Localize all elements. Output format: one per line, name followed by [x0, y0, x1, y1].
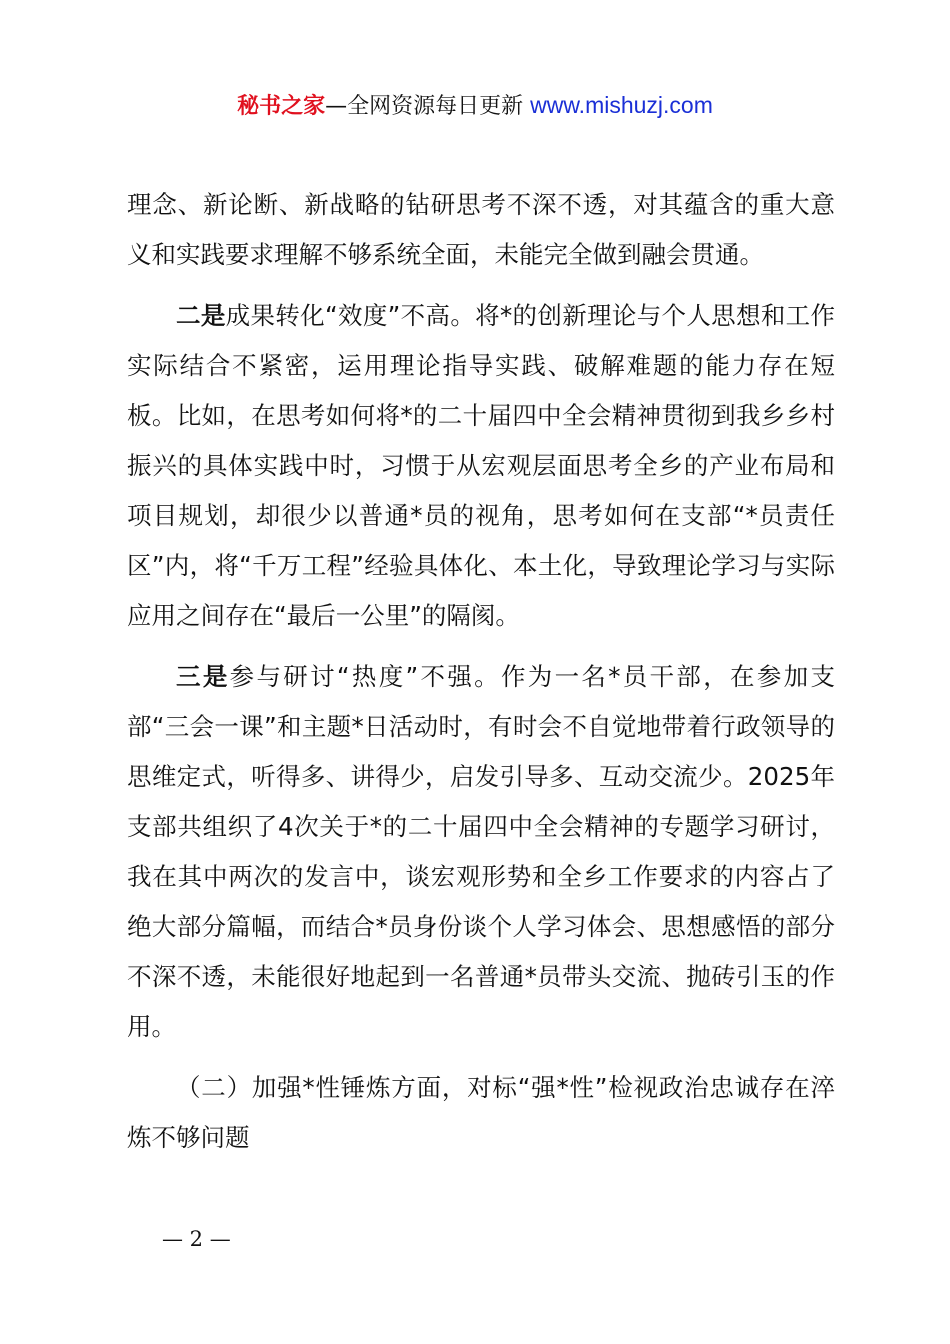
paragraph-text: 成果转化“效度”不高。将*的创新理论与个人思想和工作实际结合不紧密，运用理论指导实践、破解难题的能力存在短板。比如，在思考如何将*的二十届四中全会精神贯彻到我乡乡村振兴的具体实践中时，习惯于从宏观层面思考全乡的产业布局和项目规划，却很少以普通*员的视角，思考如何在支部“*员责任区”内，将“千万工程”经验具体化、本土化，导致理论学习与实际应用之间存在“最后一公里”的隔阂。 — [127, 301, 835, 630]
document-body — [127, 180, 835, 1174]
paragraph-text: 理念、新论断、新战略的钻研思考不深不透，对其蕴含的重大意义和实践要求理解不够系统全面，未能完全做到融会贯通。 — [127, 190, 835, 269]
paragraph-lead: 二是 — [176, 301, 226, 330]
site-url-link[interactable]: www.mishuzj.com — [530, 92, 713, 118]
paragraph-lead: 三是 — [176, 662, 230, 691]
paragraph-point-two — [127, 291, 835, 641]
site-tagline: —全网资源每日更新 — [325, 94, 531, 119]
page-number: — 2 — — [162, 1227, 231, 1251]
paragraph-continuation — [127, 180, 835, 280]
site-header — [0, 88, 950, 124]
section-heading-text: （二）加强*性锤炼方面，对标“强*性”检视政治忠诚存在淬炼不够问题 — [127, 1073, 835, 1152]
section-heading — [127, 1063, 835, 1163]
site-name: 秘书之家 — [237, 94, 326, 119]
paragraph-point-three — [127, 652, 835, 1052]
paragraph-text: 参与研讨“热度”不强。作为一名*员干部，在参加支部“三会一课”和主题*日活动时，有时会不自觉地带着行政领导的思维定式，听得多、讲得少，启发引导多、互动交流少。2025年支部共组织了4次关于*的二十届四中全会精神的专题学习研讨，我在其中两次的发言中，谈宏观形势和全乡工作要求的内容占了绝大部分篇幅，而结合*员身份谈个人学习体会、思想感悟的部分不深不透，未能很好地起到一名普通*员带头交流、抛砖引玉的作用。 — [127, 662, 836, 1041]
